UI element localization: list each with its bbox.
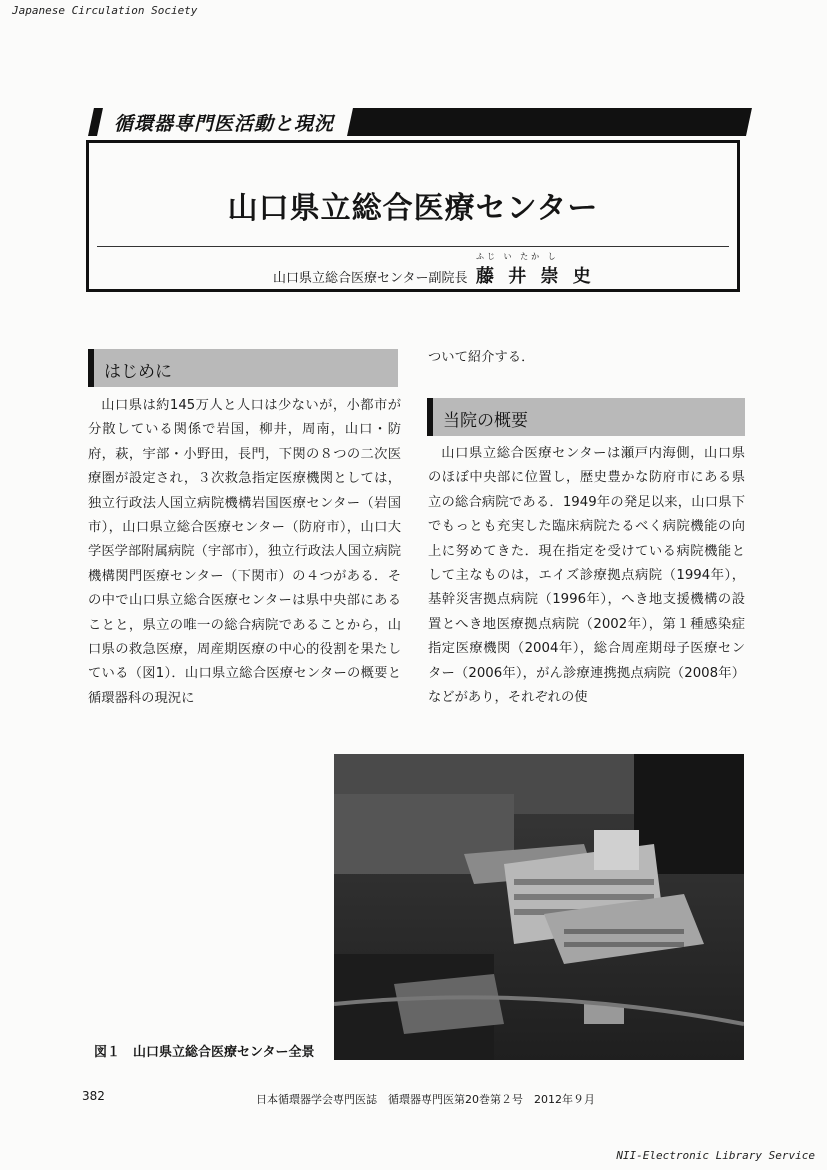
title-divider <box>97 246 729 247</box>
paragraph: 山口県立総合医療センターは瀬戸内海側，山口県のほぼ中央部に位置し，歴史豊かな防府市にある県立の総合病院である．1949年の発足以来，山口県下でもっとも充実した臨床病院たるべく病院機能の向上に努めてきた．現在指定を受けている病院機能として主なものは，エイズ診療拠点病院（1994年），基幹災害拠点病院（1996年），へき地支援機構の設置とへき地医療拠点病院（2002年），第１種感染症指定医療機関（2004年），総合周産期母子医療センター（2006年），がん診療連携拠点病院（2008年）などがあり，それぞれの使 <box>428 446 745 706</box>
figure-caption: 図１ 山口県立総合医療センター全景 <box>94 1045 315 1060</box>
series-label: 循環器専門医活動と現況 <box>114 113 335 135</box>
article-title: 山口県立総合医療センター <box>227 191 599 226</box>
body-column-left <box>88 394 401 711</box>
footer-note: NII-Electronic Library Service <box>616 1149 815 1162</box>
header-note: Japanese Circulation Society <box>12 4 198 17</box>
paragraph: 山口県は約145万人と人口は少ないが，小都市が分散している関係で岩国，柳井，周南，山口・防府，萩，宇部・小野田，長門，下関の８つの二次医療圏が設定され，３次救急指定医療機関としては，独立行政法人国立病院機構岩国医療センター（岩国市），山口県立総合医療センター（防府市），山口大学医学部附属病院（宇部市），独立行政法人国立病院機構関門医療センター（下関市）の４つがある．その中で山口県立総合医療センターは県中央部にあることと，県立の唯一の総合病院であることから，山口県の救急医療，周産期医療の中心的役割を果たしている（図1）．山口県立総合医療センターの概要と循環器科の現況に <box>88 398 401 706</box>
photo-graphic <box>334 754 744 1060</box>
author-ruby: ふじ い たか し <box>476 252 559 261</box>
title-box <box>86 140 740 292</box>
section-heading-label: 当院の概要 <box>443 411 528 431</box>
body-column-right-top <box>428 346 745 370</box>
author-name: 藤 井 崇 史 <box>476 266 595 287</box>
author-affiliation: 山口県立総合医療センター副院長 <box>273 271 468 286</box>
section-heading-intro <box>88 349 398 387</box>
body-column-right <box>428 442 745 710</box>
section-heading-label: はじめに <box>104 362 172 382</box>
section-heading-overview <box>427 398 745 436</box>
series-banner <box>88 108 746 136</box>
page-number: 382 <box>82 1089 105 1103</box>
hospital-aerial-photo <box>334 754 744 1060</box>
journal-info: 日本循環器学会専門医誌 循環器専門医第20巻第２号 2012年９月 <box>256 1093 595 1106</box>
paragraph: ついて紹介する． <box>428 350 535 365</box>
